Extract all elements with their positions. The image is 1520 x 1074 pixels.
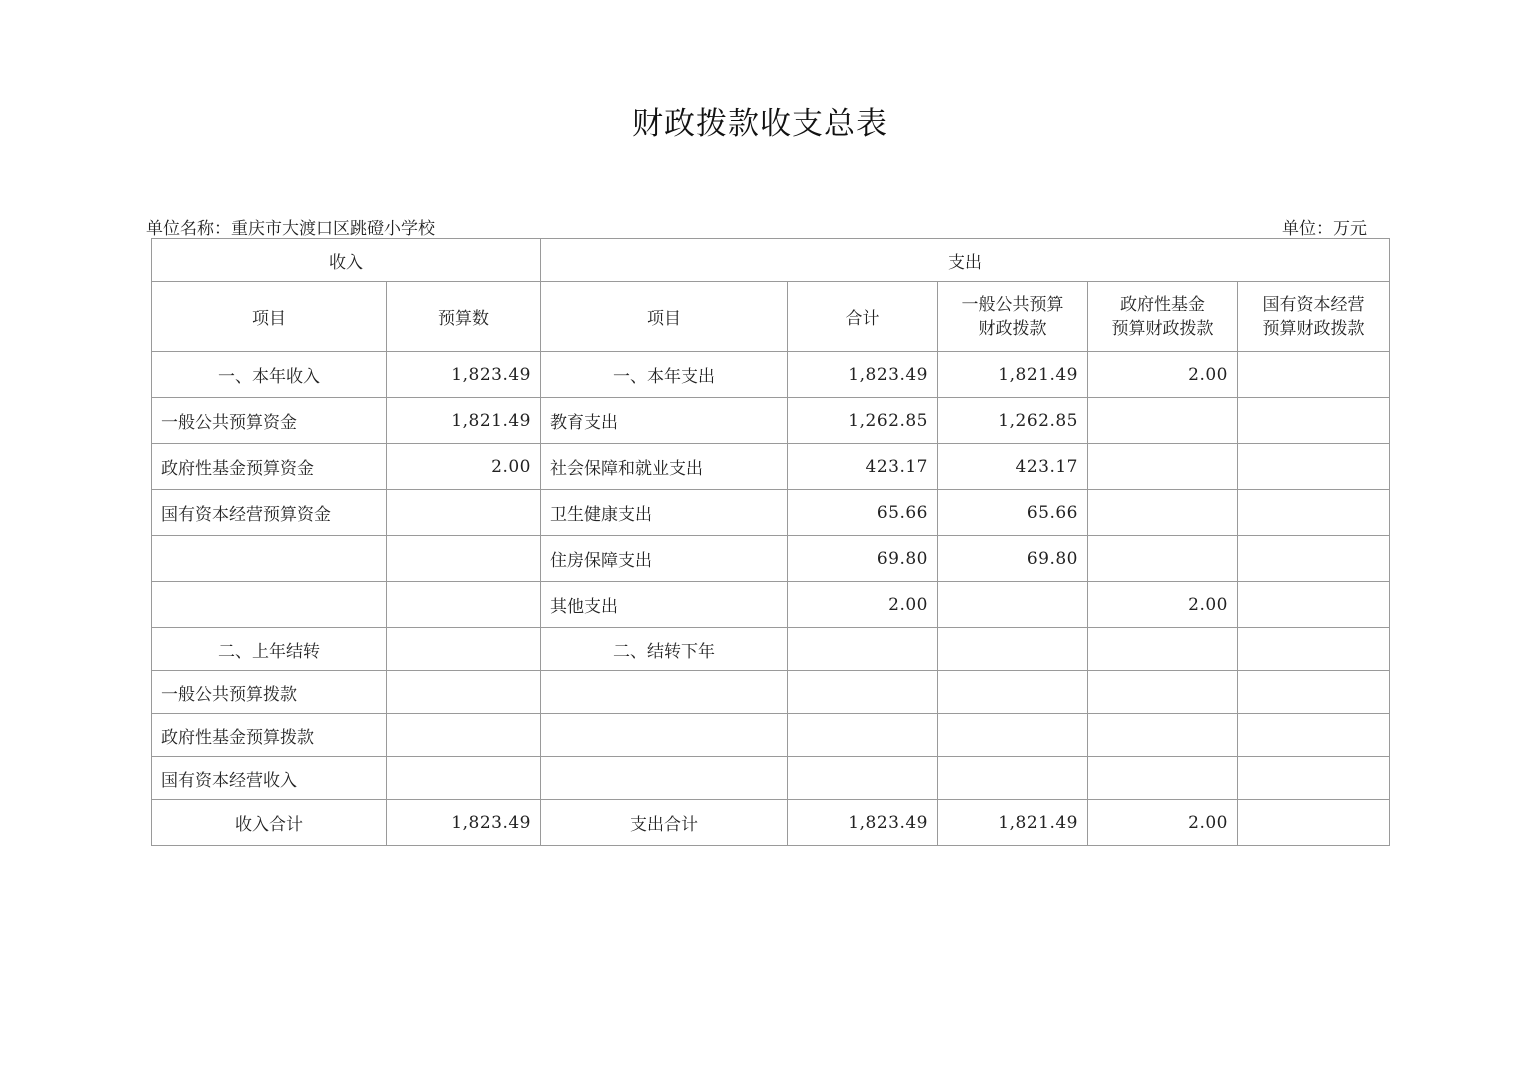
income-value-cell: 1,823.49	[387, 352, 541, 398]
general-cell: 69.80	[938, 536, 1088, 582]
income-budget-header: 预算数	[387, 282, 541, 352]
state-capital-cell	[1238, 800, 1390, 846]
income-value-cell	[387, 628, 541, 671]
income-value-cell	[387, 671, 541, 714]
state-capital-cell	[1238, 536, 1390, 582]
header-row-top	[152, 239, 1390, 282]
state-capital-header-line1: 国有资本经营	[1262, 294, 1365, 315]
general-cell: 65.66	[938, 490, 1088, 536]
gov-fund-cell	[1088, 671, 1238, 714]
total-cell: 2.00	[788, 582, 938, 628]
budget-summary-table	[151, 238, 1390, 846]
general-budget-header-line1: 一般公共预算	[961, 294, 1064, 315]
general-cell: 1,821.49	[938, 800, 1088, 846]
income-item-cell: 政府性基金预算资金	[152, 444, 387, 490]
header-row-columns	[152, 282, 1390, 352]
income-item-cell: 一般公共预算资金	[152, 398, 387, 444]
expense-item-cell: 卫生健康支出	[541, 490, 788, 536]
gov-fund-cell	[1088, 757, 1238, 800]
total-cell	[788, 714, 938, 757]
state-capital-cell	[1238, 352, 1390, 398]
income-item-cell	[152, 536, 387, 582]
expense-item-cell	[541, 714, 788, 757]
gov-fund-cell	[1088, 444, 1238, 490]
expense-item-cell: 二、结转下年	[541, 628, 788, 671]
total-cell	[788, 628, 938, 671]
income-item-cell: 一、本年收入	[152, 352, 387, 398]
expense-item-cell: 其他支出	[541, 582, 788, 628]
income-item-cell: 国有资本经营预算资金	[152, 490, 387, 536]
expense-item-cell: 社会保障和就业支出	[541, 444, 788, 490]
income-value-cell	[387, 757, 541, 800]
general-cell	[938, 714, 1088, 757]
income-total-value: 1,823.49	[387, 800, 541, 846]
gov-fund-cell	[1088, 490, 1238, 536]
general-cell	[938, 628, 1088, 671]
income-value-cell	[387, 714, 541, 757]
expense-item-cell: 住房保障支出	[541, 536, 788, 582]
unit-label: 单位：万元	[1282, 219, 1367, 239]
table-row	[152, 444, 1390, 490]
income-value-cell	[387, 536, 541, 582]
gov-fund-cell	[1088, 536, 1238, 582]
income-value-cell	[387, 582, 541, 628]
income-item-cell	[152, 582, 387, 628]
income-item-cell: 一般公共预算拨款	[152, 671, 387, 714]
general-cell: 423.17	[938, 444, 1088, 490]
gov-fund-cell: 2.00	[1088, 352, 1238, 398]
income-item-cell: 二、上年结转	[152, 628, 387, 671]
expense-item-cell	[541, 757, 788, 800]
income-total-label: 收入合计	[152, 800, 387, 846]
state-capital-cell	[1238, 398, 1390, 444]
state-capital-cell	[1238, 757, 1390, 800]
expense-item-cell	[541, 671, 788, 714]
table-row	[152, 398, 1390, 444]
gov-fund-header	[1088, 282, 1238, 352]
general-cell: 1,821.49	[938, 352, 1088, 398]
state-capital-cell	[1238, 490, 1390, 536]
gov-fund-header-line2: 预算财政拨款	[1111, 318, 1214, 339]
gov-fund-cell: 2.00	[1088, 582, 1238, 628]
state-capital-cell	[1238, 628, 1390, 671]
total-cell	[788, 757, 938, 800]
gov-fund-cell	[1088, 398, 1238, 444]
income-header: 收入	[152, 239, 541, 282]
total-cell: 1,262.85	[788, 398, 938, 444]
income-value-cell: 2.00	[387, 444, 541, 490]
table-row	[152, 582, 1390, 628]
general-cell	[938, 671, 1088, 714]
totals-row	[152, 800, 1390, 846]
state-capital-header	[1238, 282, 1390, 352]
table-row	[152, 628, 1390, 671]
expense-item-cell: 教育支出	[541, 398, 788, 444]
total-cell: 65.66	[788, 490, 938, 536]
expense-item-header: 项目	[541, 282, 788, 352]
total-cell: 1,823.49	[788, 352, 938, 398]
table-row	[152, 490, 1390, 536]
state-capital-cell	[1238, 671, 1390, 714]
gov-fund-header-line1: 政府性基金	[1120, 294, 1205, 315]
total-cell: 423.17	[788, 444, 938, 490]
state-capital-cell	[1238, 444, 1390, 490]
income-value-cell: 1,821.49	[387, 398, 541, 444]
total-cell	[788, 671, 938, 714]
state-capital-cell	[1238, 582, 1390, 628]
income-value-cell	[387, 490, 541, 536]
unit-name-label: 单位名称：重庆市大渡口区跳磴小学校	[146, 219, 435, 239]
gov-fund-cell: 2.00	[1088, 800, 1238, 846]
table-row	[152, 714, 1390, 757]
general-cell: 1,262.85	[938, 398, 1088, 444]
general-budget-header-line2: 财政拨款	[978, 318, 1047, 339]
total-header: 合计	[788, 282, 938, 352]
general-cell	[938, 582, 1088, 628]
general-budget-header	[938, 282, 1088, 352]
table-row	[152, 757, 1390, 800]
gov-fund-cell	[1088, 628, 1238, 671]
table-row	[152, 671, 1390, 714]
table-row	[152, 352, 1390, 398]
page-title: 财政拨款收支总表	[632, 106, 888, 142]
total-cell: 1,823.49	[788, 800, 938, 846]
state-capital-header-line2: 预算财政拨款	[1262, 318, 1365, 339]
income-item-cell: 政府性基金预算拨款	[152, 714, 387, 757]
expense-item-cell: 一、本年支出	[541, 352, 788, 398]
total-cell: 69.80	[788, 536, 938, 582]
income-item-header: 项目	[152, 282, 387, 352]
expense-total-label: 支出合计	[541, 800, 788, 846]
income-item-cell: 国有资本经营收入	[152, 757, 387, 800]
table-row	[152, 536, 1390, 582]
state-capital-cell	[1238, 714, 1390, 757]
general-cell	[938, 757, 1088, 800]
expense-header: 支出	[541, 239, 1390, 282]
gov-fund-cell	[1088, 714, 1238, 757]
